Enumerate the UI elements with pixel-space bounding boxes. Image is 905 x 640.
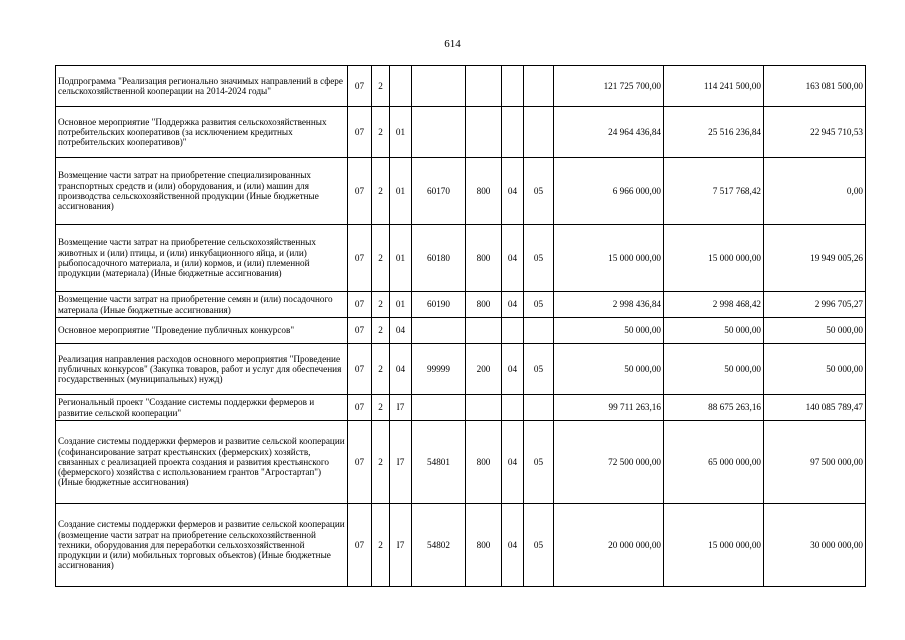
- amount-year-1: 6 966 000,00: [554, 158, 664, 225]
- row-name: Возмещение части затрат на приобретение семян и (или) посадочного материала (Иные бюджетные ассигнования): [56, 292, 348, 318]
- code-expense-type: 800: [466, 292, 502, 318]
- code-direction: [412, 318, 466, 344]
- amount-year-2: 50 000,00: [664, 344, 764, 395]
- row-name: Основное мероприятие "Поддержка развития сельскохозяйственных потребительских кооперативов (за исключением кредитных потребительских кооперативов)": [56, 107, 348, 158]
- amount-year-3: 19 949 005,26: [764, 225, 866, 292]
- page-number: 614: [444, 38, 461, 50]
- amount-year-3: 140 085 789,47: [764, 395, 866, 421]
- code-subprogram: 2: [372, 107, 390, 158]
- code-section: 04: [502, 504, 524, 587]
- code-subsection: [524, 107, 554, 158]
- code-direction: 60170: [412, 158, 466, 225]
- table-row: [56, 421, 866, 504]
- table-row: [56, 504, 866, 587]
- code-event: 01: [390, 292, 412, 318]
- code-expense-type: 800: [466, 504, 502, 587]
- code-expense-type: [466, 395, 502, 421]
- table-row: [56, 395, 866, 421]
- code-section: 04: [502, 158, 524, 225]
- code-direction: 60180: [412, 225, 466, 292]
- code-subsection: 05: [524, 421, 554, 504]
- budget-table: [55, 65, 866, 587]
- code-subsection: 05: [524, 292, 554, 318]
- code-subprogram: 2: [372, 318, 390, 344]
- code-subsection: [524, 395, 554, 421]
- code-event: 01: [390, 107, 412, 158]
- code-expense-type: 800: [466, 225, 502, 292]
- code-subprogram: 2: [372, 504, 390, 587]
- code-program: 07: [348, 395, 372, 421]
- code-expense-type: [466, 318, 502, 344]
- code-section: [502, 107, 524, 158]
- code-event: 01: [390, 158, 412, 225]
- amount-year-3: 0,00: [764, 158, 866, 225]
- amount-year-1: 2 998 436,84: [554, 292, 664, 318]
- code-subsection: 05: [524, 504, 554, 587]
- amount-year-2: 50 000,00: [664, 318, 764, 344]
- row-name: Возмещение части затрат на приобретение сельскохозяйственных животных и (или) птицы, и (или) инкубационного яйца, и (или) рыбопосадочного материала, и (или) кормов, и (или) племенной продукции (материала) (Иные бюджетные ассигнования): [56, 225, 348, 292]
- code-expense-type: 200: [466, 344, 502, 395]
- code-subprogram: 2: [372, 421, 390, 504]
- code-subsection: [524, 66, 554, 107]
- code-subprogram: 2: [372, 66, 390, 107]
- code-section: 04: [502, 344, 524, 395]
- code-expense-type: 800: [466, 421, 502, 504]
- code-subprogram: 2: [372, 292, 390, 318]
- code-subprogram: 2: [372, 225, 390, 292]
- code-program: 07: [348, 158, 372, 225]
- code-section: [502, 395, 524, 421]
- row-name: Реализация направления расходов основного мероприятия "Проведение публичных конкурсов" (Закупка товаров, работ и услуг для обеспечения государственных (муниципальных) нужд): [56, 344, 348, 395]
- amount-year-1: 15 000 000,00: [554, 225, 664, 292]
- amount-year-3: 97 500 000,00: [764, 421, 866, 504]
- table-row: [56, 292, 866, 318]
- amount-year-3: 50 000,00: [764, 344, 866, 395]
- code-event: [390, 66, 412, 107]
- code-expense-type: 800: [466, 158, 502, 225]
- amount-year-2: 15 000 000,00: [664, 504, 764, 587]
- amount-year-3: 50 000,00: [764, 318, 866, 344]
- table-row: [56, 158, 866, 225]
- code-direction: 99999: [412, 344, 466, 395]
- code-subsection: 05: [524, 225, 554, 292]
- code-program: 07: [348, 292, 372, 318]
- amount-year-1: 20 000 000,00: [554, 504, 664, 587]
- amount-year-2: 2 998 468,42: [664, 292, 764, 318]
- amount-year-1: 50 000,00: [554, 318, 664, 344]
- code-direction: [412, 66, 466, 107]
- code-section: [502, 66, 524, 107]
- amount-year-2: 25 516 236,84: [664, 107, 764, 158]
- code-subsection: 05: [524, 158, 554, 225]
- amount-year-1: 50 000,00: [554, 344, 664, 395]
- code-section: [502, 318, 524, 344]
- code-direction: 60190: [412, 292, 466, 318]
- row-name: Создание системы поддержки фермеров и развитие сельской кооперации (софинансирование затрат крестьянских (фермерских) хозяйств, связанных с реализацией проекта создания и развития крестьянского (фермерского) хозяйства с использованием грантов "Агростартап") (Иные бюджетные ассигнования): [56, 421, 348, 504]
- code-direction: 54802: [412, 504, 466, 587]
- table-row: [56, 66, 866, 107]
- amount-year-3: 163 081 500,00: [764, 66, 866, 107]
- amount-year-3: 2 996 705,27: [764, 292, 866, 318]
- code-direction: 54801: [412, 421, 466, 504]
- amount-year-2: 65 000 000,00: [664, 421, 764, 504]
- code-program: 07: [348, 504, 372, 587]
- code-direction: [412, 107, 466, 158]
- code-program: 07: [348, 318, 372, 344]
- amount-year-1: 72 500 000,00: [554, 421, 664, 504]
- code-direction: [412, 395, 466, 421]
- table-row: [56, 318, 866, 344]
- row-name: Региональный проект "Создание системы поддержки фермеров и развитие сельской кооперации": [56, 395, 348, 421]
- code-section: 04: [502, 292, 524, 318]
- code-subsection: 05: [524, 344, 554, 395]
- code-event: 04: [390, 344, 412, 395]
- row-name: Возмещение части затрат на приобретение специализированных транспортных средств и (или) оборудования, и (или) машин для производства сельскохозяйственной продукции (Иные бюджетные ассигнования): [56, 158, 348, 225]
- amount-year-2: 7 517 768,42: [664, 158, 764, 225]
- code-event: I7: [390, 504, 412, 587]
- code-program: 07: [348, 421, 372, 504]
- amount-year-1: 121 725 700,00: [554, 66, 664, 107]
- table-row: [56, 107, 866, 158]
- table-row: [56, 225, 866, 292]
- code-expense-type: [466, 107, 502, 158]
- row-name: Подпрограмма "Реализация регионально значимых направлений в сфере сельскохозяйственной кооперации на 2014-2024 годы": [56, 66, 348, 107]
- code-section: 04: [502, 421, 524, 504]
- code-subprogram: 2: [372, 344, 390, 395]
- amount-year-1: 24 964 436,84: [554, 107, 664, 158]
- amount-year-2: 88 675 263,16: [664, 395, 764, 421]
- row-name: Создание системы поддержки фермеров и развитие сельской кооперации (возмещение части затрат на приобретение сельскохозяйственной техники, оборудования для переработки сельхозхозяйственной продукции и (или) мобильных торговых объектов) (Иные бюджетные ассигнования): [56, 504, 348, 587]
- amount-year-2: 15 000 000,00: [664, 225, 764, 292]
- code-section: 04: [502, 225, 524, 292]
- code-program: 07: [348, 66, 372, 107]
- amount-year-1: 99 711 263,16: [554, 395, 664, 421]
- code-subprogram: 2: [372, 158, 390, 225]
- code-program: 07: [348, 107, 372, 158]
- code-event: I7: [390, 395, 412, 421]
- amount-year-3: 30 000 000,00: [764, 504, 866, 587]
- code-subprogram: 2: [372, 395, 390, 421]
- code-event: 01: [390, 225, 412, 292]
- amount-year-2: 114 241 500,00: [664, 66, 764, 107]
- code-program: 07: [348, 344, 372, 395]
- row-name: Основное мероприятие "Проведение публичных конкурсов": [56, 318, 348, 344]
- code-subsection: [524, 318, 554, 344]
- amount-year-3: 22 945 710,53: [764, 107, 866, 158]
- code-program: 07: [348, 225, 372, 292]
- code-expense-type: [466, 66, 502, 107]
- code-event: 04: [390, 318, 412, 344]
- code-event: I7: [390, 421, 412, 504]
- table-row: [56, 344, 866, 395]
